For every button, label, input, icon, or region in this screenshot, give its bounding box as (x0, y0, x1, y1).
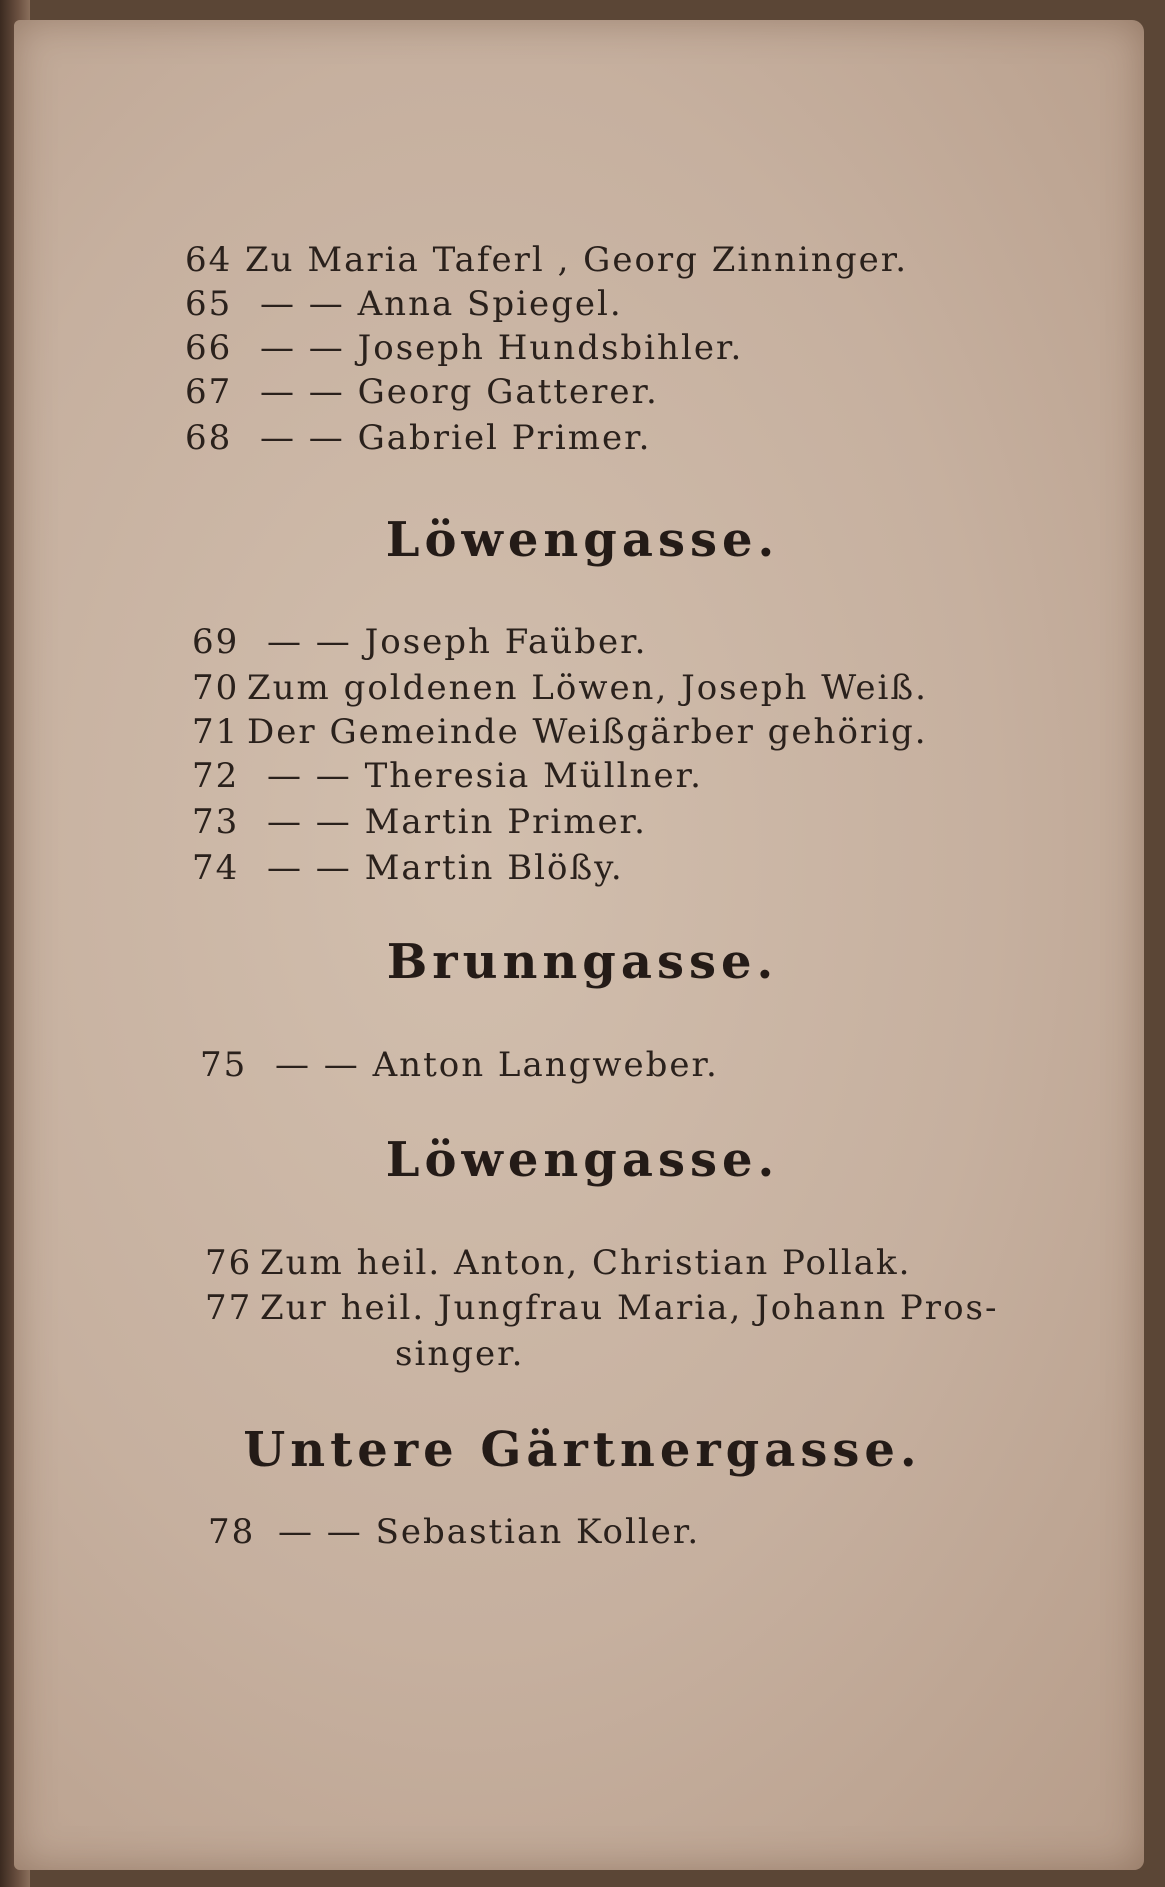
section-heading: Löwengasse. (385, 512, 780, 568)
section-heading: Löwengasse. (385, 1132, 780, 1188)
section-heading: Brunngasse. (386, 934, 779, 990)
section-heading: Untere Gärtnergasse. (243, 1422, 922, 1478)
